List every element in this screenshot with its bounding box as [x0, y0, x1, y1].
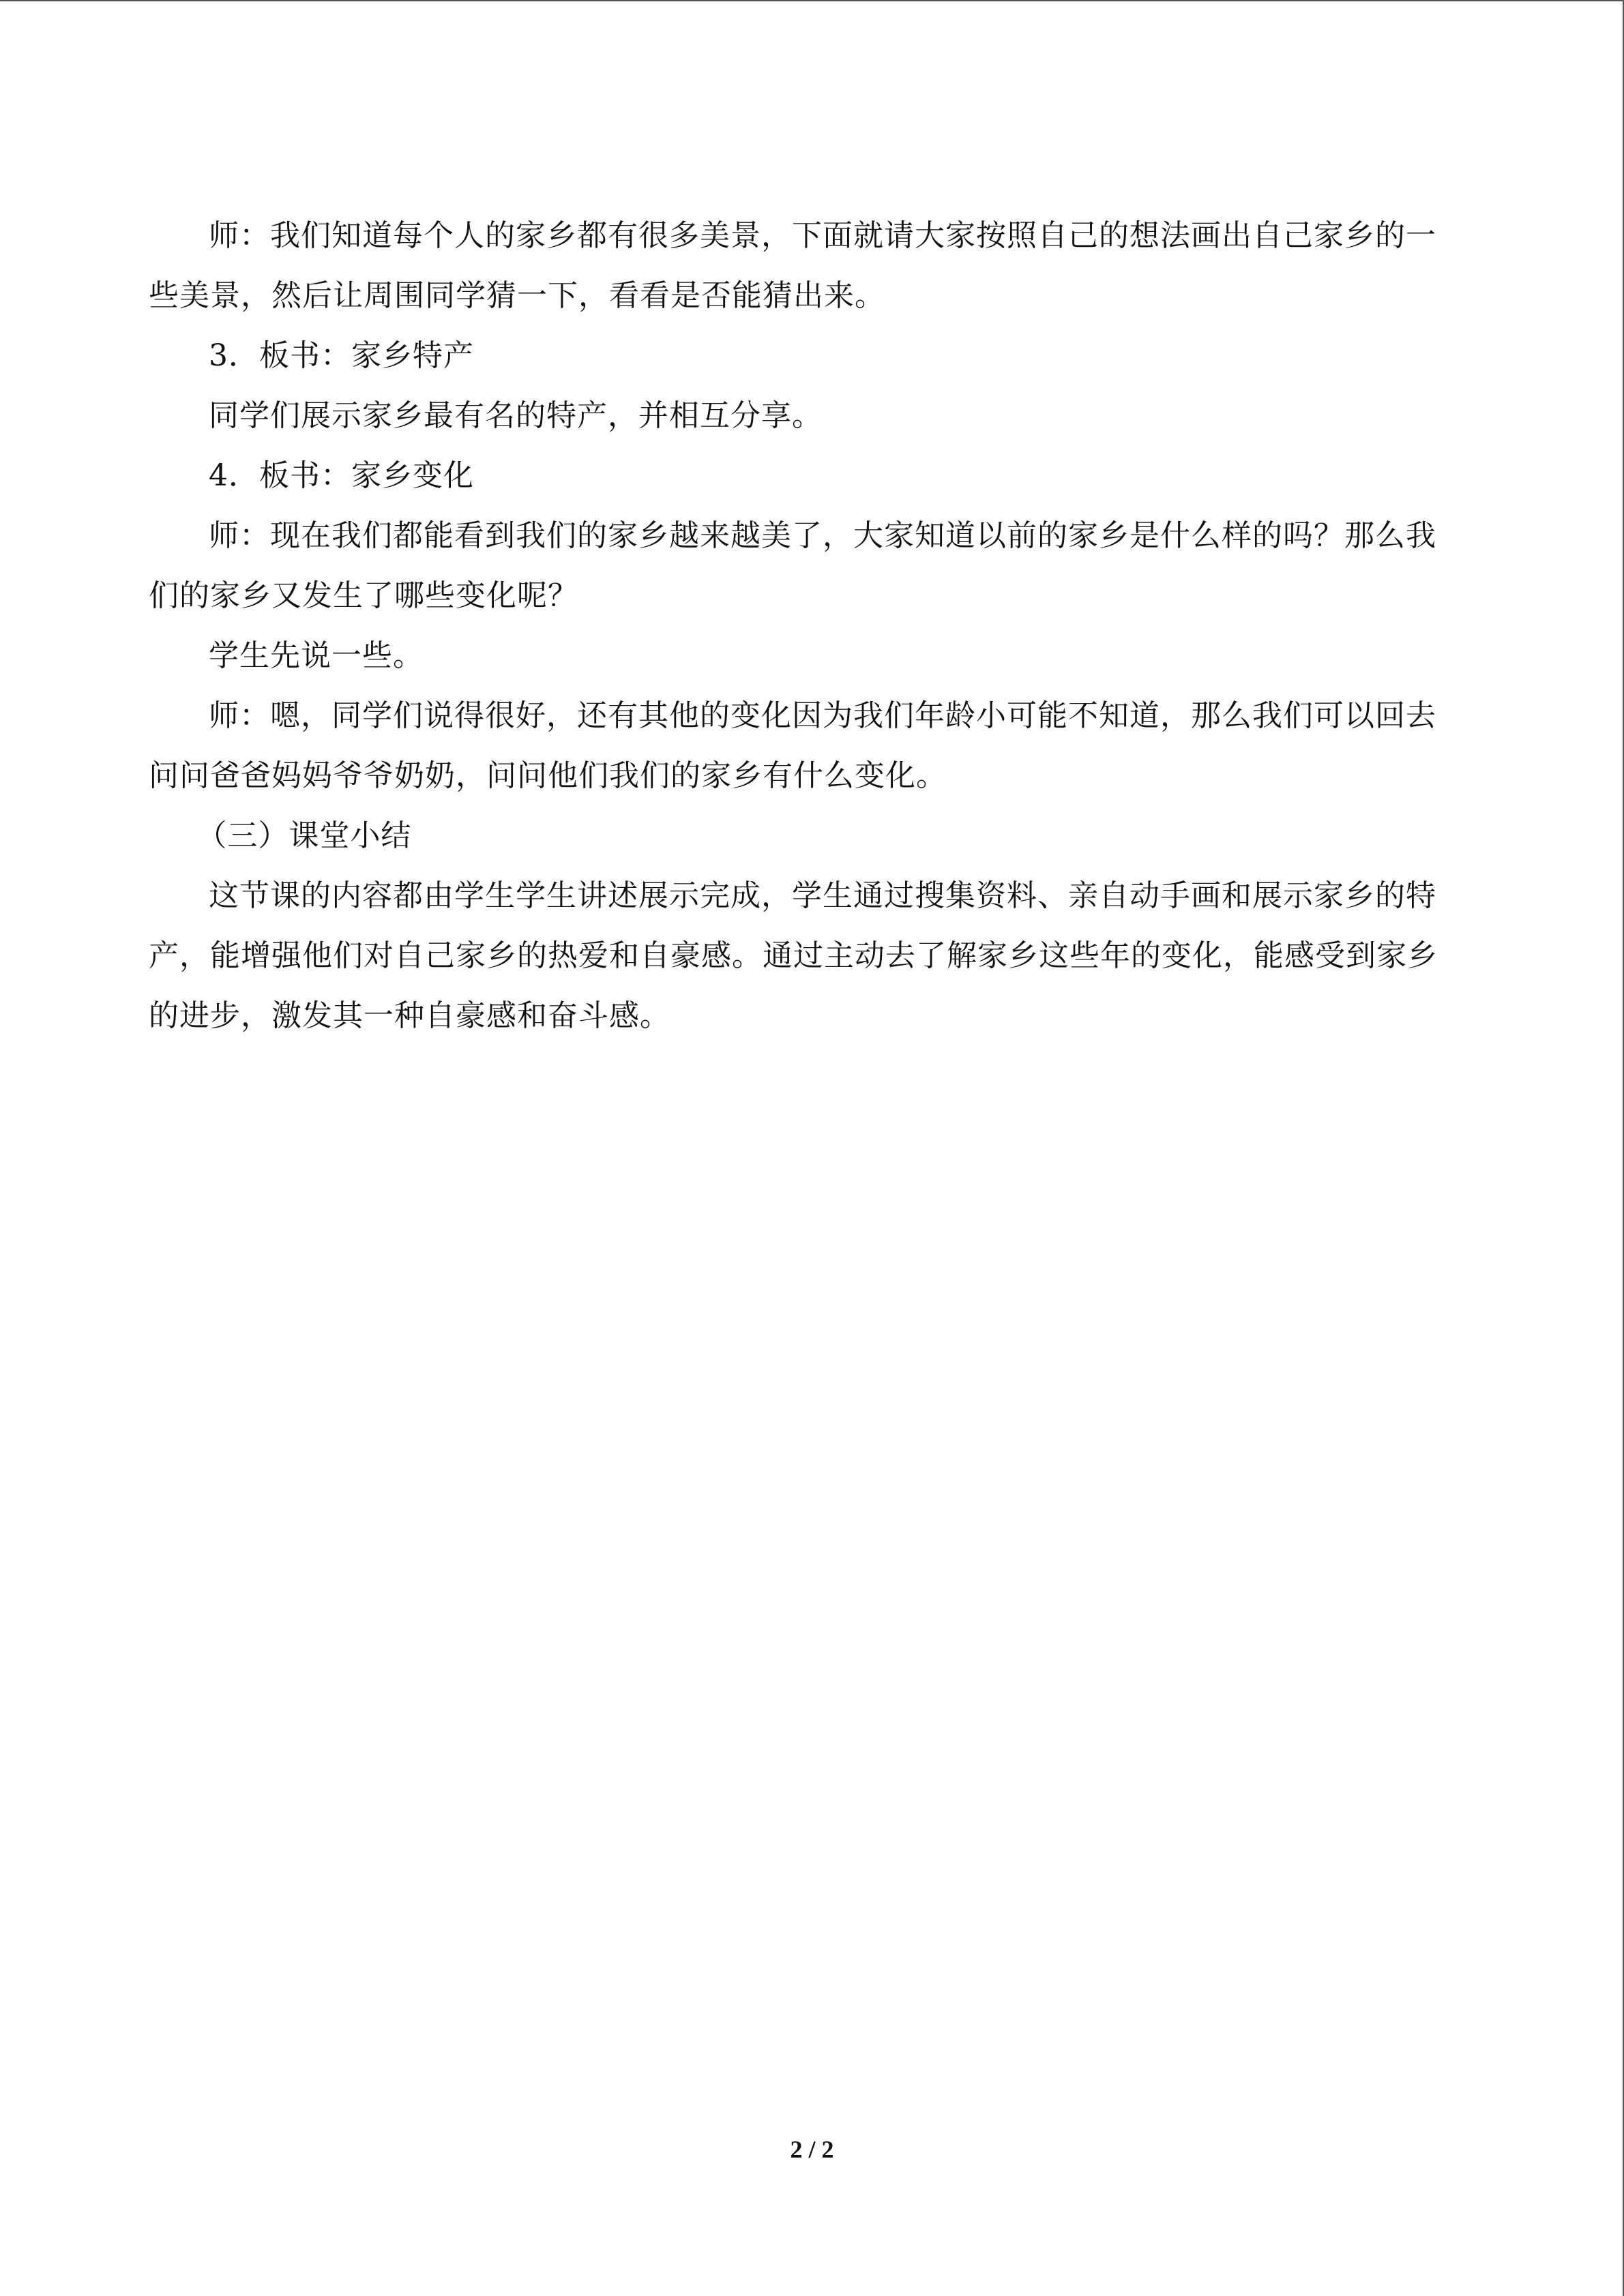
paragraph-teacher-changes: 师：现在我们都能看到我们的家乡越来越美了，大家知道以前的家乡是什么样的吗？那么我们的家乡又发生了哪些变化呢？	[149, 518, 1436, 613]
paragraph-summary: 这节课的内容都由学生学生讲述展示完成，学生通过搜集资料、亲自动手画和展示家乡的特产，能增强他们对自己家乡的热爱和自豪感。通过主动去了解家乡这些年的变化，能感受到家乡的进步，激发其一种自豪感和奋斗感。	[149, 878, 1438, 1033]
document-body	[149, 206, 1458, 1046]
page-number: 2 / 2	[790, 2136, 834, 2163]
paragraph-teacher-followup: 师：嗯，同学们说得很好，还有其他的变化因为我们年龄小可能不知道，那么我们可以回去问问爸爸妈妈爷爷奶奶，问问他们我们的家乡有什么变化。	[149, 698, 1436, 793]
heading-class-summary: （三）课堂小结	[196, 818, 412, 853]
paragraph-teacher-scenery: 师：我们知道每个人的家乡都有很多美景，下面就请大家按照自己的想法画出自己家乡的一些美景，然后让周围同学猜一下，看看是否能猜出来。	[149, 218, 1436, 313]
heading-changes: 4．板书：家乡变化	[209, 458, 474, 493]
paragraph-students-speak: 学生先说一些。	[209, 638, 424, 673]
heading-specialties: 3．板书：家乡特产	[209, 338, 474, 373]
paragraph-specialties: 同学们展示家乡最有名的特产，并相互分享。	[209, 398, 823, 433]
